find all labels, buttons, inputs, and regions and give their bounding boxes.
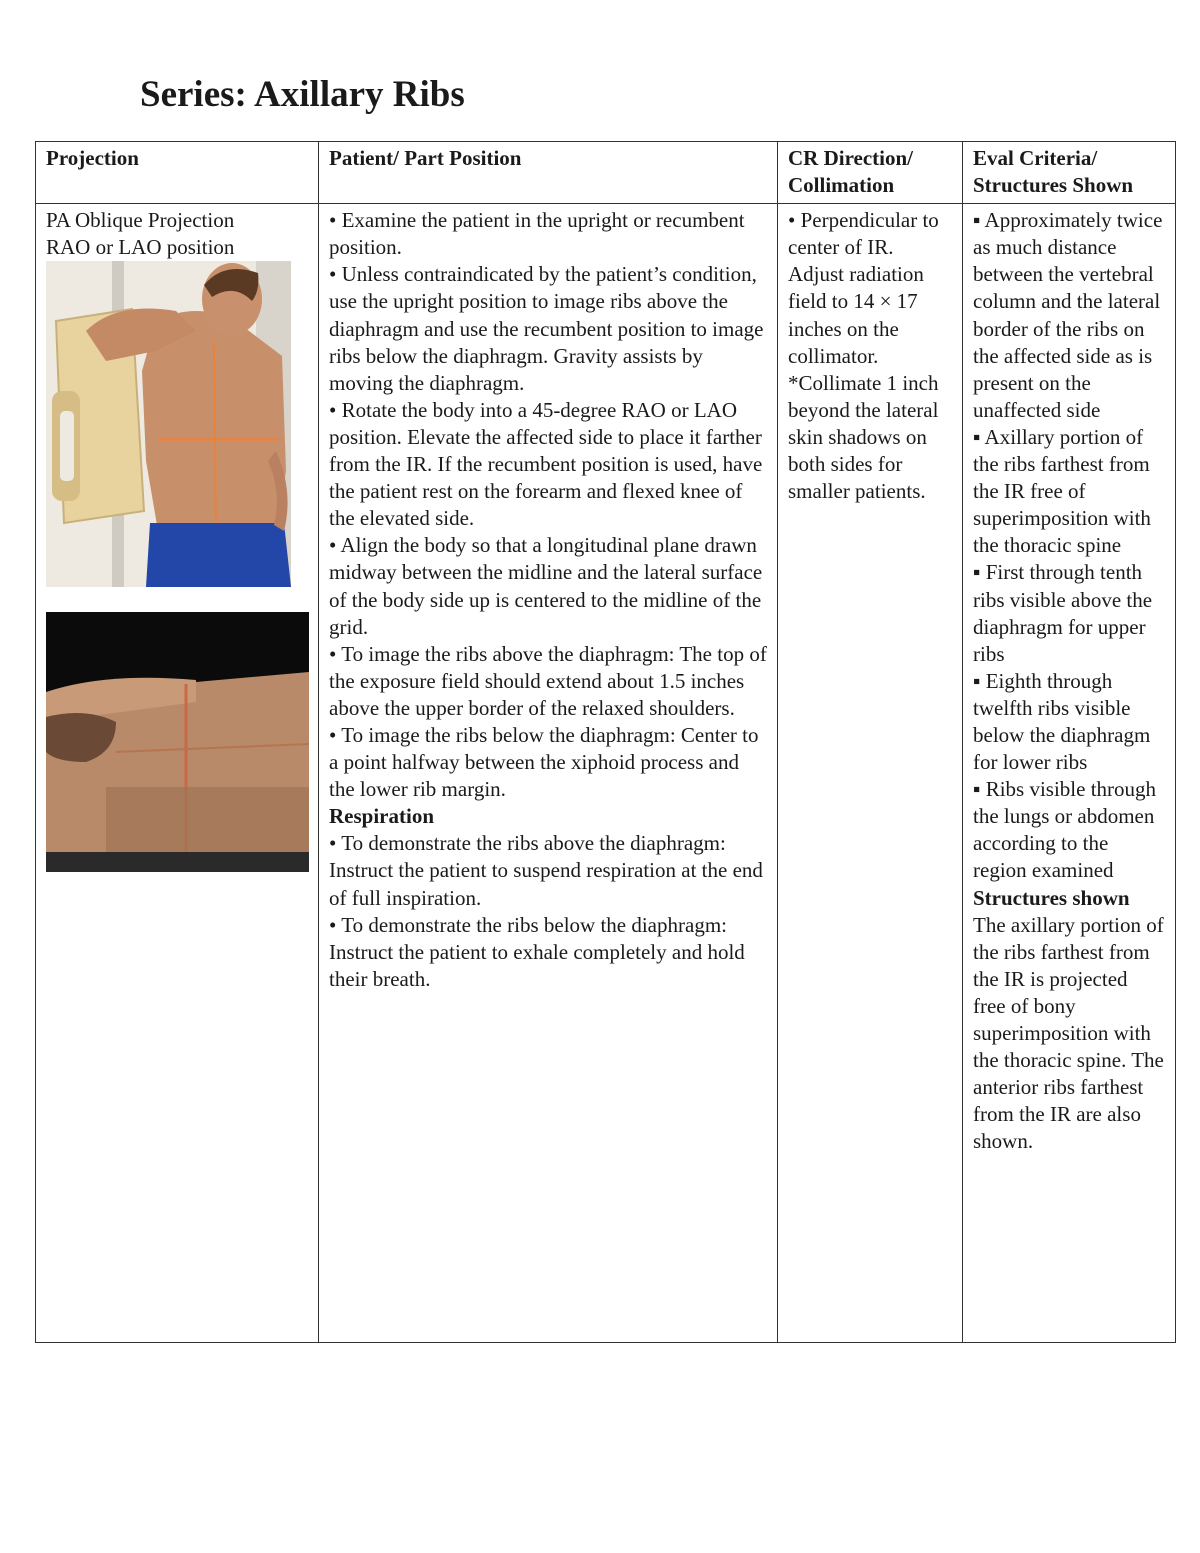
upright-position-photo — [46, 261, 291, 587]
structures-shown-heading: Structures shown — [973, 885, 1130, 910]
cr-text: • Perpendicular to center of IR. Adjust radiation field to 14 × 17 inches on the collimator. *Collimate 1 inch beyond the lateral skin shadows on both sides for smaller patients. — [788, 208, 939, 504]
page-title: Series: Axillary Ribs — [140, 74, 465, 115]
patient-part-position-cell — [319, 204, 778, 1343]
recumbent-position-photo — [46, 612, 309, 872]
position-bullet: • To image the ribs below the diaphragm: Center to a point halfway between the xiphoid process and the lower rib margin. — [329, 722, 759, 802]
header-cr-line: Collimation — [788, 173, 895, 198]
position-bullet: • Rotate the body into a 45-degree RAO or LAO position. Elevate the affected side to place it farther from the IR. If the recumbent position is used, have the patient rest on the forearm and flexed knee of the elevated side. — [329, 397, 763, 531]
eval-bullet: ▪ Approximately twice as much distance between the vertebral column and the lateral border of the ribs on the affected side as is present on the unaffected side — [973, 208, 1163, 422]
header-cr-direction-collimation — [778, 142, 963, 204]
projection-position: RAO or LAO position — [46, 235, 235, 260]
upright-position-illustration — [46, 261, 291, 587]
eval-bullet: ▪ Eighth through twelfth ribs visible below the diaphragm for lower ribs — [973, 668, 1151, 775]
header-projection: Projection — [36, 142, 319, 204]
projection-name: PA Oblique Projection — [46, 208, 235, 233]
body-row — [36, 204, 1176, 1343]
position-bullet: • Align the body so that a longitudinal plane drawn midway between the midline and the lateral surface of the body side up is centered to the midline of the grid. — [329, 533, 763, 639]
cr-direction-cell — [778, 204, 963, 1343]
respiration-heading: Respiration — [329, 804, 434, 829]
header-eval-criteria — [963, 142, 1176, 204]
header-patient-part-position: Patient/ Part Position — [319, 142, 778, 204]
structures-shown-text: The axillary portion of the ribs farthest from the IR is projected free of bony superimposition with the thoracic spine. The anterior ribs farthest from the IR are also shown. — [973, 912, 1164, 1154]
position-bullet: • Unless contraindicated by the patient’s condition, use the upright position to image ribs above the diaphragm and use the recumbent position to image ribs below the diaphragm. Gravity assists by moving the diaphragm. — [329, 262, 764, 395]
respiration-bullet: • To demonstrate the ribs above the diaphragm: Instruct the patient to suspend respiration at the end of full inspiration. — [329, 831, 763, 910]
header-row — [36, 142, 1176, 204]
header-eval-line: Structures Shown — [973, 173, 1134, 198]
series-table — [35, 141, 1176, 1343]
header-eval-line: Eval Criteria/ — [973, 146, 1098, 170]
eval-criteria-cell — [963, 204, 1176, 1343]
eval-bullet: ▪ Axillary portion of the ribs farthest from the IR free of superimposition with the thoracic spine — [973, 424, 1151, 558]
projection-cell — [36, 204, 319, 1343]
recumbent-position-illustration — [46, 612, 309, 872]
position-bullet: • Examine the patient in the upright or recumbent position. — [329, 208, 745, 260]
eval-bullet: ▪ Ribs visible through the lungs or abdomen according to the region examined — [973, 777, 1157, 883]
header-cr-line: CR Direction/ — [788, 146, 914, 170]
position-bullet: • To image the ribs above the diaphragm: The top of the exposure field should extend about 1.5 inches above the upper border of the relaxed shoulders. — [329, 641, 767, 720]
eval-bullet: ▪ First through tenth ribs visible above the diaphragm for upper ribs — [973, 560, 1153, 666]
respiration-bullet: • To demonstrate the ribs below the diaphragm: Instruct the patient to exhale completely and hold their breath. — [329, 912, 745, 991]
